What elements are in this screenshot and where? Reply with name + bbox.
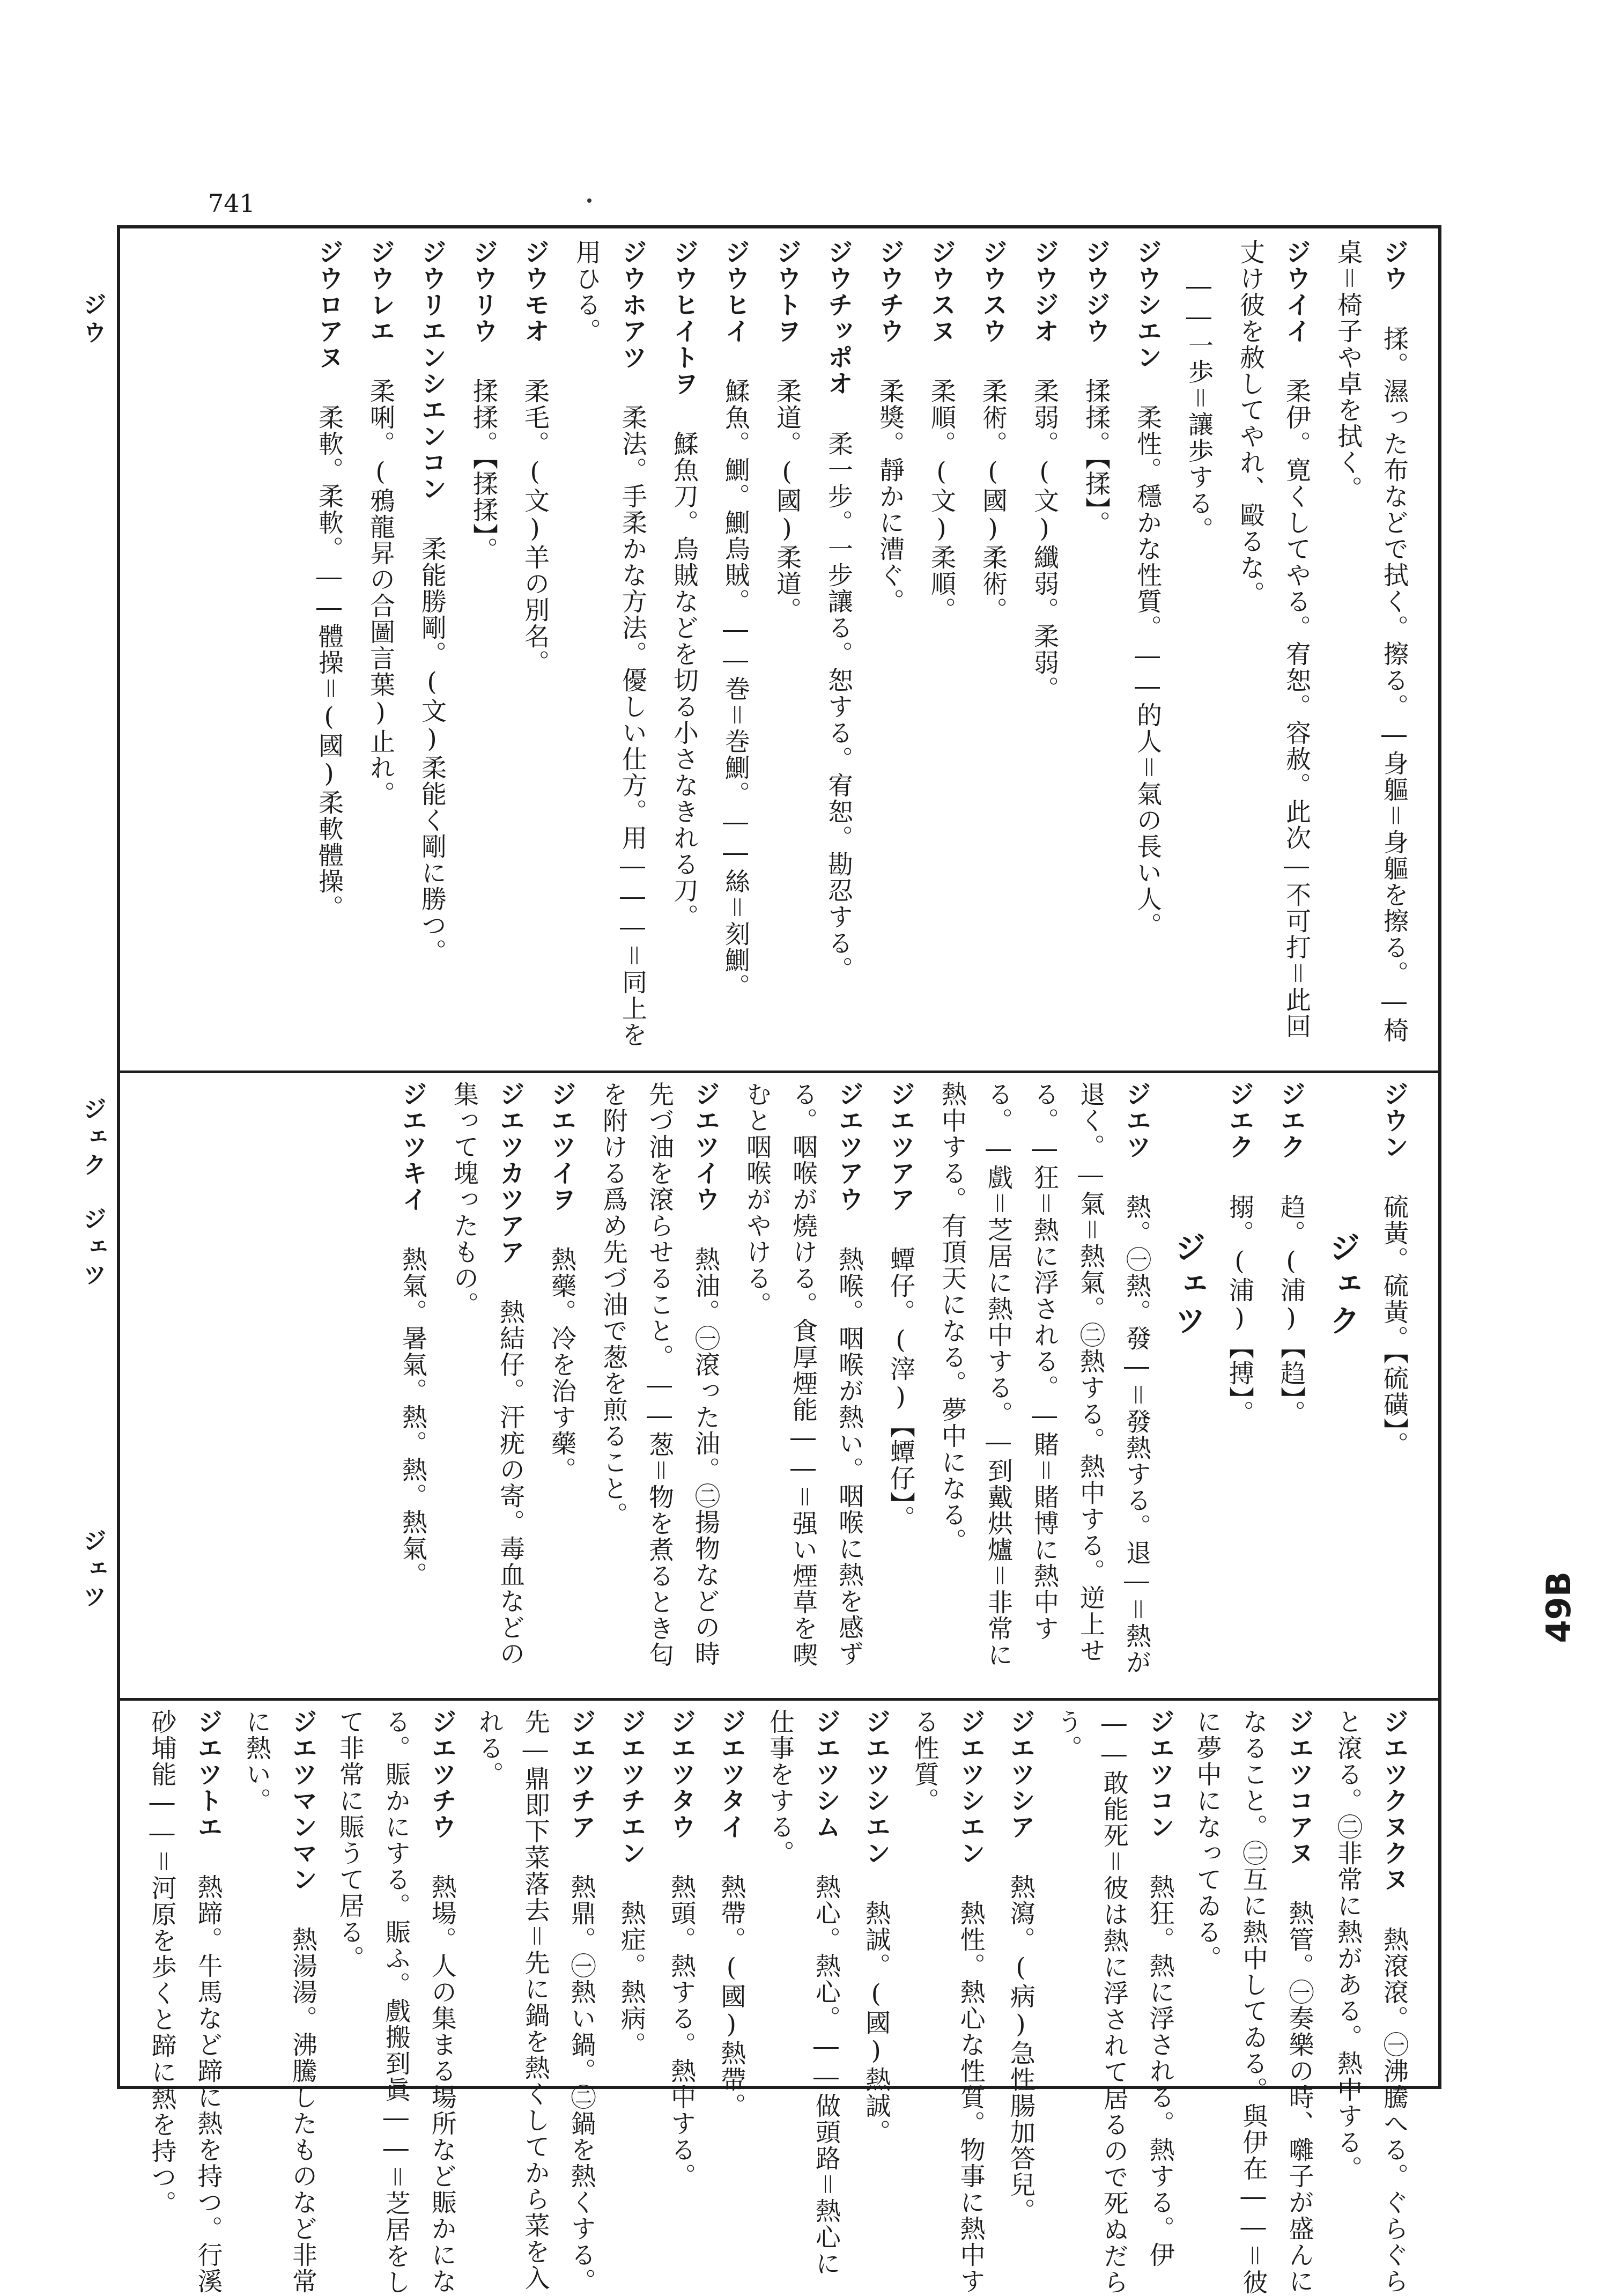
entry-definition: 趋。(浦)【趋】。 (1276, 1194, 1306, 1427)
entry-definition: 柔術。(國)柔術。 (978, 378, 1008, 623)
entry-definition: 柔軟。柔軟。――體操＝(國)柔軟體操。 (314, 404, 344, 921)
dictionary-entry (661, 239, 707, 1060)
entry-headword: ジウチウ (875, 239, 905, 344)
dictionary-entry (660, 1709, 704, 2296)
band-jiu (142, 239, 1417, 1060)
entry-headword: ジエツマンマン (288, 1709, 317, 1893)
entry-headword: ジエク (1276, 1081, 1306, 1160)
dictionary-entry (877, 1081, 923, 1687)
entry-definition: 熱結仔。汗疣の寄。毒血などの集って塊ったもの。 (449, 1081, 525, 1667)
entry-definition: 熱帶。(國)熱帶。 (716, 1874, 746, 2119)
dictionary-entry (1325, 239, 1417, 1060)
dictionary-entry (1327, 1709, 1417, 2296)
entry-headword: ジエツトエ (193, 1709, 223, 1840)
entry-headword: ジエツシア (1005, 1709, 1036, 1840)
entry-definition: 搦。(浦)【搏】。 (1225, 1194, 1254, 1427)
dictionary-entry (970, 239, 1016, 1060)
entry-definition: 熱氣。暑氣。熱。熱。熱氣。 (398, 1246, 427, 1588)
entry-headword: ジエツコン (1145, 1709, 1175, 1840)
side-label-jiu: ジウ (79, 292, 106, 348)
entry-definition: 熱油。㊀滾った油。㊁揚物などの時先づ油を滾らせること。――葱＝物を煮るとき匂を附ける爲め先づ油で葱を煎ること。 (598, 1081, 720, 1668)
entry-headword: ジウリウ (469, 239, 498, 344)
entry-headword: ジウジオ (1030, 239, 1059, 344)
entry-definition: 硫黃。硫黃。【硫磺】。 (1379, 1194, 1409, 1458)
entry-headword: ジウレエ (366, 239, 395, 344)
entry-headword: ジエツ (1122, 1081, 1151, 1160)
entry-definition: 熱頭。熱する。熱中する。 (667, 1874, 697, 2189)
entry-definition: 熱誠。(國)熱誠。 (861, 1900, 891, 2145)
side-label-jet: ジェツ (79, 1207, 106, 1290)
dictionary-entry (512, 239, 558, 1060)
band-divider (120, 1071, 1438, 1073)
entry-headword: ジウモオ (520, 239, 550, 344)
side-label-jet-2: ジェツ (79, 1529, 106, 1612)
dictionary-entry (470, 1709, 604, 2296)
entry-headword: ジエツキイ (398, 1081, 427, 1213)
entry-definition: 揉。濕った布などで拭く。擦る。―身軀＝身軀を擦る。―椅桌＝椅子や卓を拭く。 (1333, 239, 1409, 1044)
entry-definition: 蟫仔。(滓)【蟫仔】。 (886, 1246, 915, 1532)
entry-columns (142, 1709, 1417, 2296)
entry-definition: 鰇魚。鰂。鰂烏賊。――巻＝巻鰂。――絲＝刻鰂。 (721, 378, 750, 1000)
entry-headword: ジエツシエン (956, 1709, 986, 1866)
entry-headword: ジエツイヲ (547, 1081, 576, 1213)
entry-headword: ジエツタイ (716, 1709, 746, 1840)
entry-headword: ジエツアウ (834, 1081, 864, 1213)
entry-headword: ジウホアツ (618, 239, 647, 371)
entry-definition: 柔獎。靜かに漕ぐ。 (875, 378, 905, 615)
entry-definition: 柔毛。(文)羊の別名。 (520, 378, 550, 676)
dictionary-entry (1049, 1709, 1183, 2296)
entry-definition: 柔一步。一步讓る。恕する。宥恕。勘忍する。 (824, 431, 853, 983)
dictionary-entry (460, 239, 506, 1060)
dictionary-entry (389, 1081, 435, 1687)
entry-definition: 熱藥。冷を治す藥。 (547, 1246, 576, 1483)
dictionary-entry (1188, 1709, 1322, 2296)
entry-headword: ジウイイ (1282, 239, 1311, 344)
band-jek-jet (142, 1081, 1417, 1687)
entry-definition: ――一歩＝讓歩する。 (1184, 271, 1214, 543)
entry-headword: ジウン (1379, 1081, 1409, 1160)
dictionary-entry (590, 1081, 728, 1687)
entry-definition: 熱心。熱心。――做頭路＝熱心に仕事をする。 (765, 1709, 841, 2277)
dictionary-entry (1227, 239, 1319, 1060)
entry-headword: ジエツイウ (691, 1081, 720, 1213)
entry-headword: ジウスウ (978, 239, 1008, 344)
entry-headword: ジウスヌ (927, 239, 956, 344)
entry-definition: 柔性。穩かな性質。――的人＝氣の長い人。 (1133, 404, 1162, 939)
entry-definition: 熱。㊀熱。發―＝發熱する。退―＝熱が退く。―氣＝熱氣。㊁熱する。熱中する。逆上せる。―狂＝熱に浮される。―賭＝賭博に熱中する。―戲＝芝居に熱中する。―到戴烘爐＝非常に熱中する。有頂天になる。夢中になる。 (937, 1081, 1151, 1675)
dictionary-entry (1175, 239, 1222, 1092)
entry-definition: 鰇魚刀。烏賊などを切る小さなきれる刀。 (669, 431, 699, 930)
entry-definition: 熱性。熱心な性質。物事に熱中する性質。 (909, 1709, 986, 2294)
entry-headword: ジウトヲ (772, 239, 802, 344)
entry-definition: 熱症。熱病。 (616, 1900, 646, 2058)
dictionary-entry (759, 1709, 849, 2296)
dictionary-entry (306, 239, 352, 1060)
dictionary-entry (331, 1709, 465, 2296)
entry-headword: ジウシエン (1133, 239, 1162, 371)
dictionary-entry (357, 239, 403, 1060)
dictionary-entry (1216, 1081, 1262, 1687)
side-label-jek: ジェク (79, 1097, 106, 1180)
dictionary-entry (709, 1709, 754, 2296)
entry-headword: ジエツタウ (667, 1709, 697, 1840)
entry-definition: 熱蹄。牛馬など蹄に熱を持つ。行溪砂埔能――＝河原を歩くと蹄に熱を持つ。 (147, 1709, 223, 2294)
dictionary-entry (904, 1709, 994, 2296)
entry-definition: 熱管。㊀奏樂の時、囃子が盛んになること。㊁互に熱中してゐる。與伊在――＝彼に夢中になってゐる。 (1192, 1709, 1314, 2295)
band-jet (142, 1709, 1417, 2296)
entry-headword: ジエツカツアア (495, 1081, 525, 1265)
dictionary-entry (734, 1081, 872, 1687)
entry-headword: ジウチッポオ (824, 239, 853, 397)
dictionary-entry (1371, 1081, 1417, 1687)
dictionary-entry (854, 1709, 899, 2296)
entry-headword: ジエツクヌクヌ (1379, 1709, 1409, 1893)
entry-headword: ジエツアア (886, 1081, 915, 1213)
dictionary-entry (236, 1709, 326, 2296)
band-divider (120, 1698, 1438, 1701)
entry-headword: ジエツチエン (616, 1709, 646, 1866)
entry-definition: 熱鼎。㊀熱い鍋。㊁鍋を熱くする。先―鼎即下菜落去＝先に鍋を熱くしてから菜を入れる。 (474, 1709, 596, 2294)
entry-headword: ジエク (1225, 1081, 1254, 1160)
dictionary-entry (1021, 239, 1067, 1060)
entry-headword: ジエツシム (811, 1709, 841, 1840)
entry-definition: 揉揉。【揉】。 (1081, 378, 1111, 537)
dictionary-entry (610, 1709, 654, 2296)
dictionary-entry (1073, 239, 1119, 1060)
entry-definition: 柔唎。(鴉龍昇の合圖言葉)止れ。 (366, 378, 395, 807)
dictionary-frame (117, 225, 1441, 2295)
dictionary-entry (712, 239, 758, 1060)
entry-headword: ジウヒイ (721, 239, 750, 344)
entry-definition: 揉揉。【揉揉】。 (469, 378, 498, 563)
dictionary-entry (815, 239, 861, 1060)
entry-definition: 柔伊。寛くしてやる。宥恕。容赦。此次―不可打＝此回丈け彼を赦してやれ、毆るな。 (1236, 239, 1311, 1039)
entry-definition: 柔法。手柔かな方法。優しい仕方。用―――＝同上を用ひる。 (572, 239, 647, 1048)
dictionary-entry (1268, 1081, 1314, 1687)
entry-definition: 熱湯湯。沸騰したものなど非常に熱い。 (242, 1709, 317, 2294)
entry-definition: 柔道。(國)柔道。 (772, 378, 802, 623)
page-number: 741 (208, 189, 255, 218)
entry-headword: ジウジウ (1081, 239, 1111, 344)
entry-definition: 柔順。(文)柔順。 (927, 378, 956, 623)
entry-headword: ジウヒイトヲ (669, 239, 699, 397)
volume-mark: 49B (1539, 1571, 1578, 1643)
entry-columns (142, 1081, 1417, 1687)
entry-headword: ジエツチア (566, 1709, 596, 1840)
entry-definition: 柔能勝剛。(文)柔能く剛に勝つ。 (417, 536, 447, 965)
entry-headword: ジエツコアヌ (1284, 1709, 1314, 1866)
section-heading: ジェツ (1170, 1231, 1206, 1341)
dictionary-entry (867, 239, 913, 1060)
entry-headword: ジエツチウ (427, 1709, 457, 1840)
dictionary-entry (142, 1709, 231, 2296)
dictionary-entry (409, 239, 455, 1060)
entry-headword: ジウリエンシエンコン (417, 239, 447, 502)
dictionary-entry (563, 239, 655, 1060)
entry-definition: 熱滾滾。㊀沸騰へる。ぐらぐらと滾る。㊁非常に熱がある。熱中する。 (1333, 1709, 1409, 2294)
scan-dot (587, 198, 591, 203)
entry-definition: 熱狂。熱に浮される。熱する。伊――敢能死＝彼は熱に浮されて居るので死ぬだらう。 (1053, 1709, 1175, 2295)
entry-definition: 熱場。人の集まる場所など賑かになる。賑かにする。賑ふ。戲搬到眞――＝芝居をして非常に賑うて居る。 (335, 1709, 457, 2295)
entry-definition: 熱瀉。(病)急性腸加答兒。 (1005, 1874, 1036, 2224)
dictionary-entry (538, 1081, 585, 1687)
dictionary-entry (999, 1709, 1044, 2296)
dictionary-entry (441, 1081, 533, 1687)
entry-headword: ジウ (1379, 239, 1409, 292)
dictionary-entry (929, 1081, 1159, 1687)
entry-columns (142, 239, 1417, 1060)
dictionary-entry (918, 239, 964, 1060)
section-heading: ジェク (1324, 1231, 1360, 1341)
entry-headword: ジエツシエン (861, 1709, 891, 1866)
entry-headword: ジウロアヌ (314, 239, 344, 371)
dictionary-entry (1124, 239, 1170, 1060)
entry-definition: 柔弱。(文)纖弱。柔弱。 (1030, 378, 1059, 702)
dictionary-entry (764, 239, 810, 1060)
entry-definition: 熱喉。咽喉が熱い。咽喉に熱を感ずる。咽喉が燒ける。食厚煙能――＝强い煙草を喫むと咽喉がやける。 (742, 1081, 864, 1668)
